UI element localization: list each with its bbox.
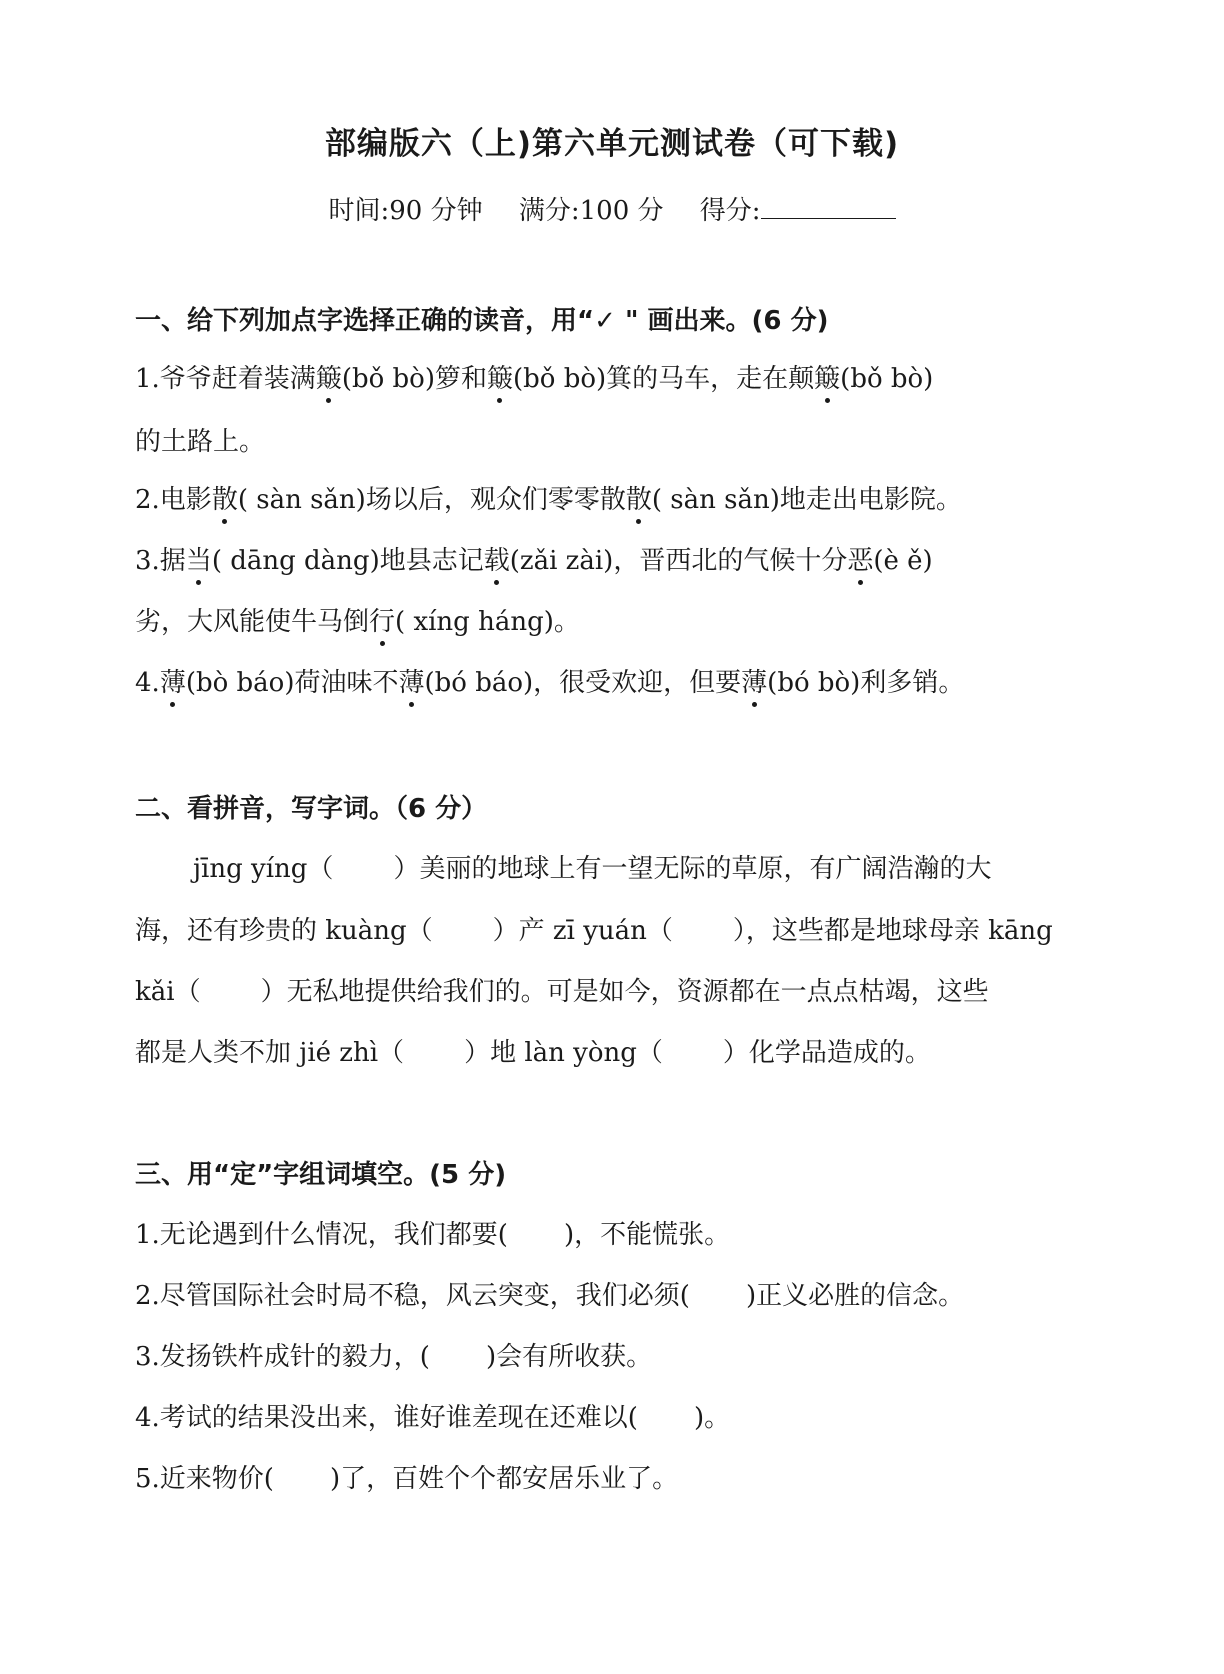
- dotted-char: 行: [369, 607, 396, 637]
- s1-q2: [135, 479, 962, 516]
- s1-q1-cont: 的土路上。: [135, 427, 266, 457]
- q-text: 5.近来物价(: [135, 1464, 274, 1494]
- q-options[interactable]: (bǒ bò)箕的马车，走在颠: [513, 364, 815, 394]
- q-text: 2.电影: [135, 485, 212, 515]
- passage-text: 海，还有珍贵的 kuàng（: [135, 916, 433, 946]
- s2-line4: [135, 1032, 931, 1069]
- s3-item-5: [135, 1458, 678, 1495]
- dotted-char: 薄: [159, 668, 186, 698]
- q-text: 2.尽管国际社会时局不稳，风云突变，我们必须(: [135, 1281, 690, 1311]
- check-mark-icon: ✓: [594, 306, 616, 336]
- q-text: 1.爷爷赶着装满: [135, 364, 316, 394]
- section3-heading: 三、用“定”字组词填空。(5 分): [135, 1160, 507, 1190]
- time-limit: 时间:90 分钟: [328, 196, 483, 226]
- q-options[interactable]: ( dāng dàng)地县志记: [211, 546, 484, 576]
- s1-q4: [135, 662, 964, 699]
- q-options[interactable]: (zǎi zài)，晋西北的气候十分: [509, 546, 848, 576]
- passage-text: ）无私地提供给我们的。可是如今，资源都在一点点枯竭，这些: [260, 977, 989, 1007]
- q-text: )会有所收获。: [485, 1342, 653, 1372]
- dotted-char: 当: [185, 546, 212, 576]
- q-options[interactable]: (bǒ bò): [840, 364, 934, 394]
- dotted-char: 恶: [847, 546, 874, 576]
- q-options[interactable]: ( sàn sǎn)场以后，观众们零零散: [237, 485, 626, 515]
- q-text: 4.考试的结果没出来，谁好谁差现在还难以(: [135, 1403, 638, 1433]
- section1-heading-text: 一、给下列加点字选择正确的读音，用“: [135, 306, 595, 336]
- s2-line1: [193, 848, 991, 885]
- passage-text: kǎi（: [135, 977, 201, 1007]
- dotted-char: 簸: [814, 364, 841, 394]
- passage-text: ）化学品造成的。: [722, 1038, 931, 1068]
- dotted-char: 载: [483, 546, 510, 576]
- q-text: )了，百姓个个都安居乐业了。: [329, 1464, 679, 1494]
- s3-item-2: [135, 1275, 964, 1312]
- s1-q1: [135, 358, 933, 395]
- s1-q3: [135, 540, 933, 577]
- dotted-char: 散: [625, 485, 652, 515]
- s3-item-3: [135, 1336, 652, 1373]
- q-options[interactable]: ( sàn sǎn)地走出电影院。: [651, 485, 962, 515]
- passage-text: ），这些都是地球母亲 kāng: [732, 916, 1053, 946]
- passage-text: ）产 zī yuán（: [492, 916, 673, 946]
- q-options[interactable]: (bǒ bò)箩和: [341, 364, 487, 394]
- section1-heading: [135, 300, 828, 337]
- q-options[interactable]: (bò báo)荷油味不: [185, 668, 399, 698]
- section1-heading-tail: " 画出来。(6 分): [615, 306, 829, 336]
- dotted-char: 薄: [741, 668, 768, 698]
- q-options[interactable]: (bó báo)，很受欢迎，但要: [424, 668, 742, 698]
- dotted-char: 薄: [398, 668, 425, 698]
- pinyin-text: jīng yíng（: [193, 854, 334, 884]
- q-text: 1.无论遇到什么情况，我们都要(: [135, 1220, 508, 1250]
- q-options[interactable]: (bó bò)利多销。: [767, 668, 965, 698]
- q-text: 3.据: [135, 546, 186, 576]
- dotted-char: 簸: [315, 364, 342, 394]
- passage-text: ）美丽的地球上有一望无际的草原，有广阔浩瀚的大: [393, 854, 992, 884]
- q-text: )。: [693, 1403, 731, 1433]
- s3-item-1: [135, 1214, 730, 1251]
- q-options[interactable]: ( xíng háng)。: [395, 607, 580, 637]
- score-blank[interactable]: [761, 196, 896, 219]
- q-text: )正义必胜的信念。: [745, 1281, 965, 1311]
- s3-item-4: [135, 1397, 730, 1434]
- exam-meta: [0, 190, 1224, 227]
- page-title: 部编版六（上)第六单元测试卷（可下载): [324, 126, 900, 162]
- s2-line3: [135, 971, 989, 1008]
- q-text: )，不能慌张。: [563, 1220, 731, 1250]
- passage-text: ）地 làn yòng（: [464, 1038, 663, 1068]
- full-score: 满分:100 分: [518, 196, 664, 226]
- q-text: 3.发扬铁杵成针的毅力，(: [135, 1342, 430, 1372]
- score-label: 得分:: [699, 196, 761, 226]
- passage-text: 都是人类不加 jié zhì（: [135, 1038, 405, 1068]
- q-text: 劣，大风能使牛马倒: [135, 607, 370, 637]
- dotted-char: 簸: [486, 364, 513, 394]
- q-options[interactable]: (è ě): [873, 546, 933, 576]
- dotted-char: 散: [211, 485, 238, 515]
- score-field: [700, 196, 896, 226]
- section2-heading: 二、看拼音，写字词。（6 分）: [135, 794, 488, 824]
- q-text: 4.: [135, 668, 160, 698]
- s2-line2: [135, 910, 1053, 947]
- s1-q3-cont: [135, 601, 580, 638]
